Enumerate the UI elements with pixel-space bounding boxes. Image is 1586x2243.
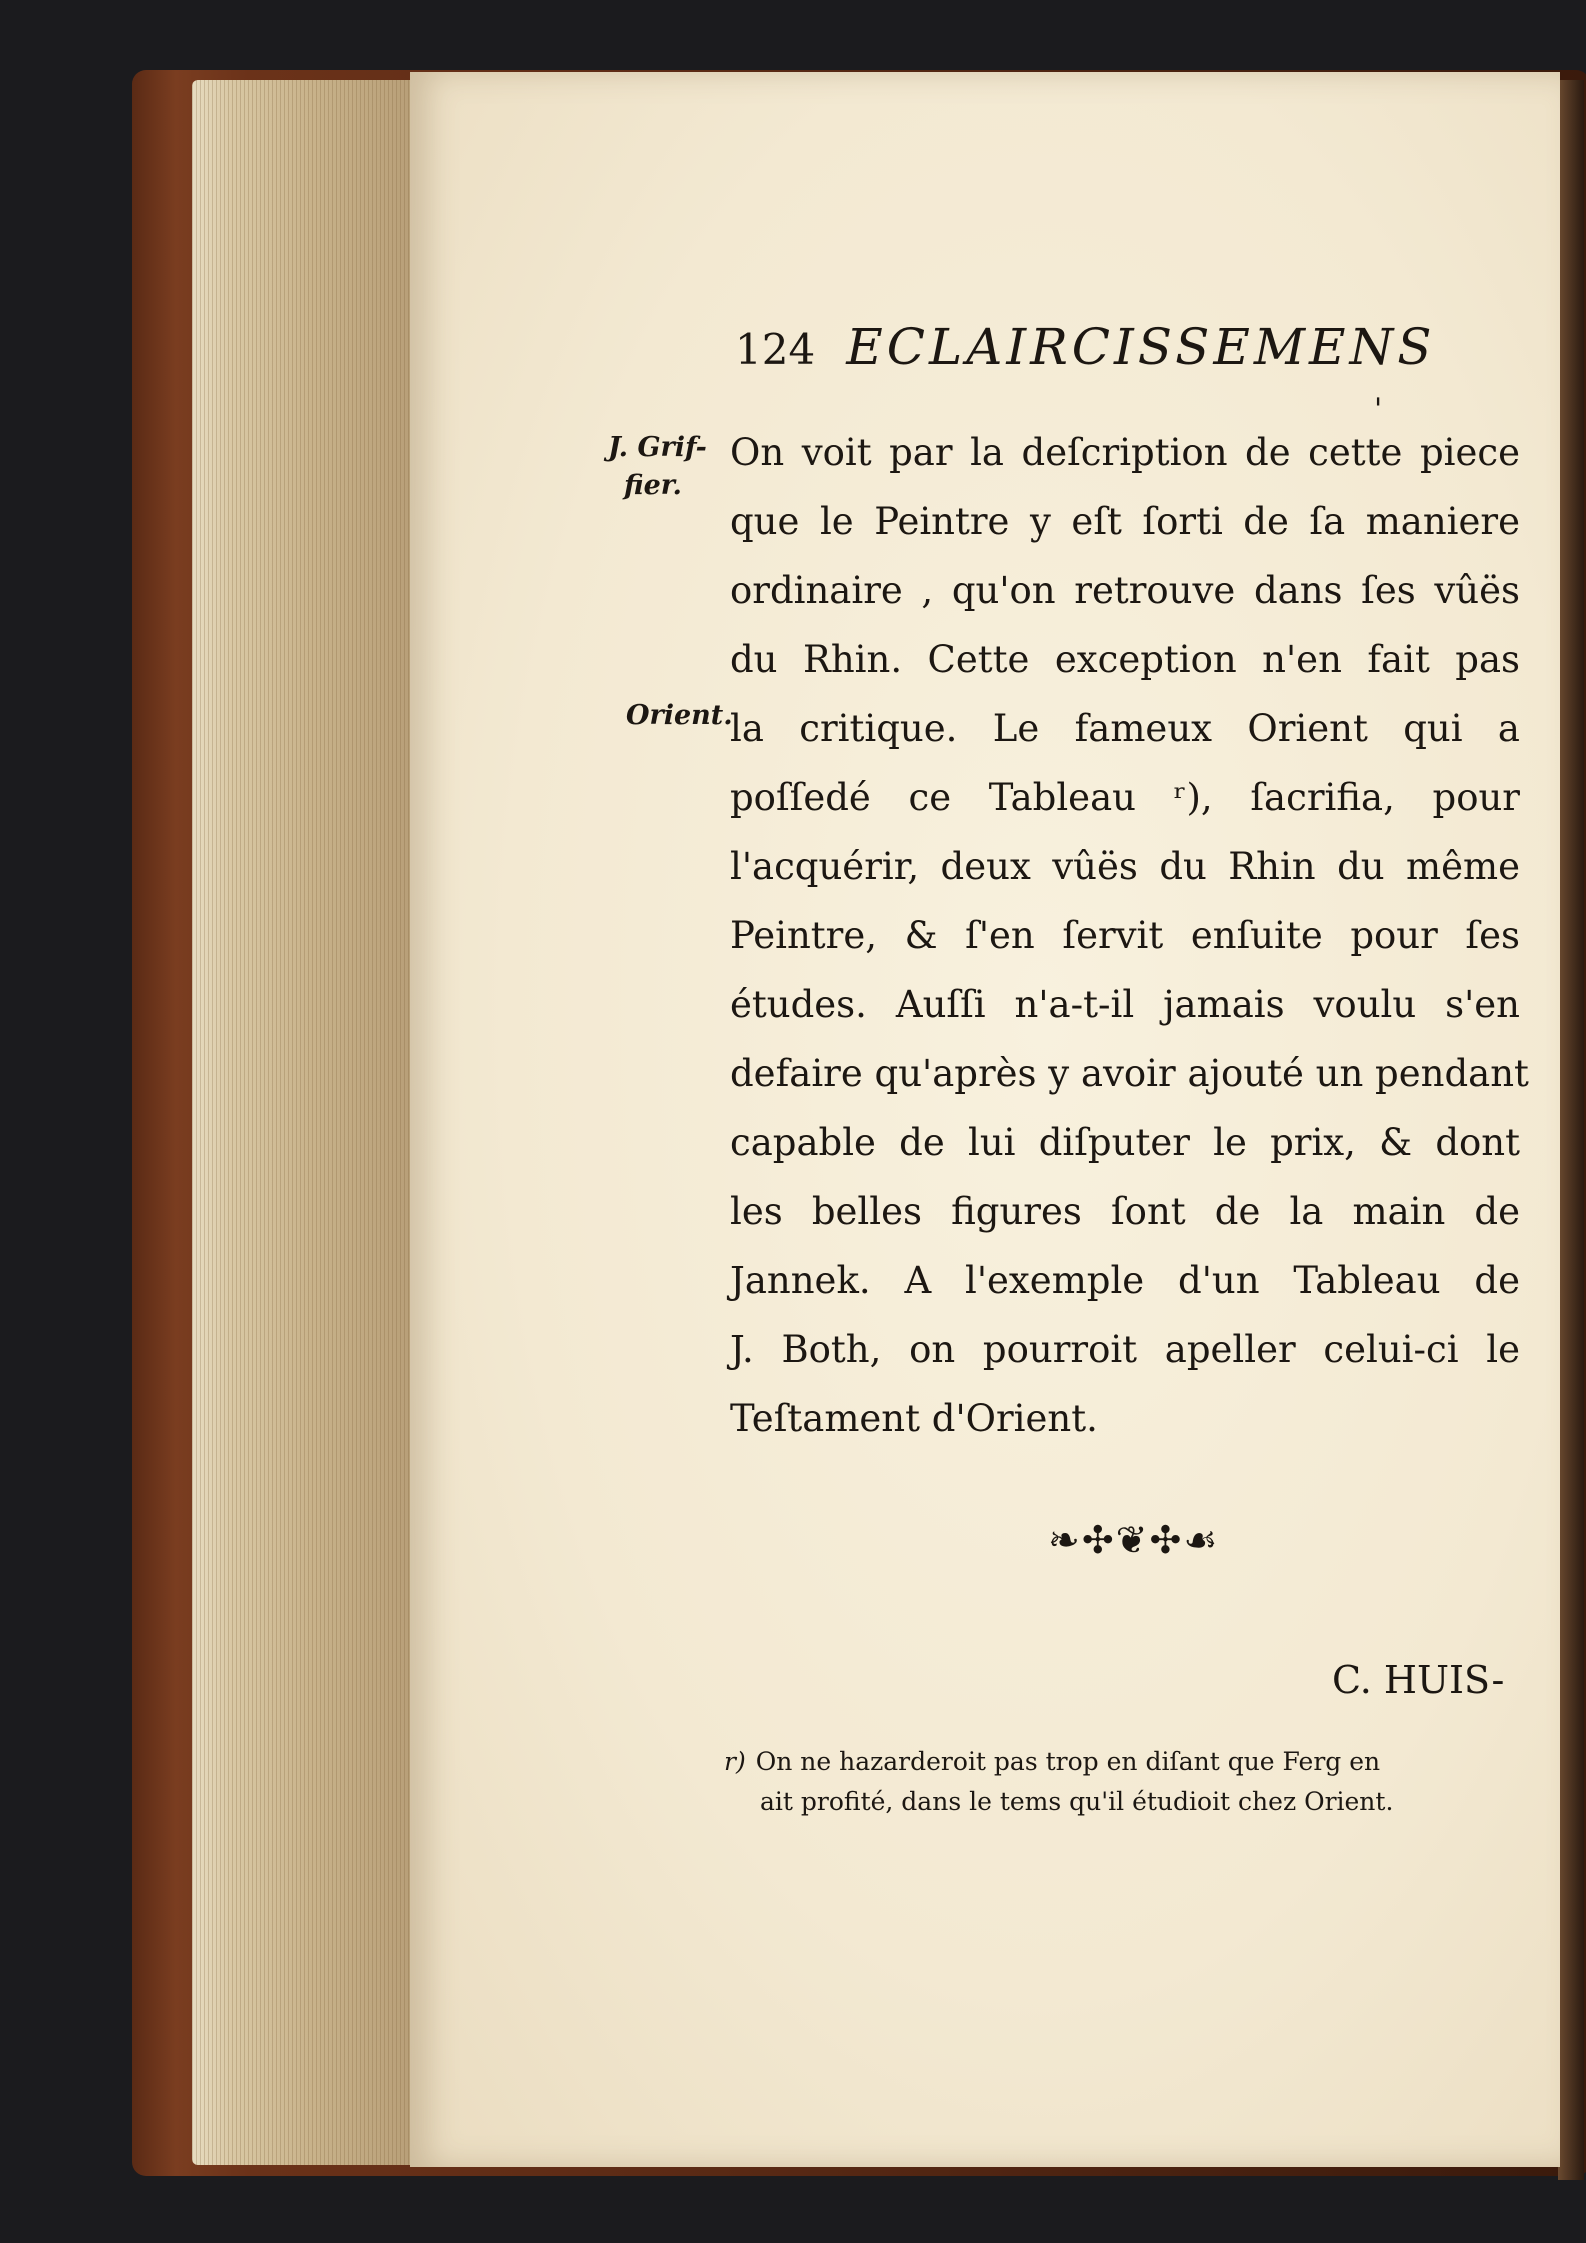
text-line: la critique. Le fameux Orient qui a [730, 707, 1520, 750]
text-line: études. Auſſi n'a-t-il jamais voulu s'en [730, 983, 1520, 1026]
book-spine [1558, 80, 1584, 2180]
running-head: ECLAIRCISSEMENS [846, 318, 1436, 376]
text-line: J. Both, on pourroit apeller celui-ci le [730, 1328, 1520, 1371]
ornament-icon: ❧✣❦✣☙ [1048, 1518, 1220, 1562]
footnote [724, 1742, 1524, 1822]
body-text [730, 418, 1529, 1453]
text-line: Teſtament d'Orient. [730, 1397, 1098, 1440]
text-line: capable de lui diſputer le prix, & dont [730, 1121, 1520, 1164]
text-line: que le Peintre y eſt ſorti de ſa maniere [730, 500, 1520, 543]
text-line: l'acquérir, deux vûës du Rhin du même [730, 845, 1520, 888]
page-number: 124 [735, 325, 816, 374]
sidenote-orient: Orient. [626, 700, 733, 731]
text-line: poſſedé ce Tableau ʳ), ſacrifia, pour [730, 776, 1520, 819]
catchword: C. HUIS- [1332, 1658, 1505, 1702]
sidenote-grif: J. Grif- [608, 432, 707, 463]
sidenote-fier: fier. [624, 470, 682, 501]
text-line: Peintre, & ſ'en ſervit enſuite pour ſes [730, 914, 1520, 957]
text-line: ordinaire , qu'on retrouve dans ſes vûës [730, 569, 1520, 612]
text-line: du Rhin. Cette exception n'en fait pas [730, 638, 1520, 681]
footnote-line: ait profité, dans le tems qu'il étudioit chez Orient. [760, 1787, 1394, 1816]
page-edges [192, 80, 412, 2165]
text-line: On voit par la deſcription de cette piece [730, 431, 1520, 474]
page-header [735, 318, 1436, 376]
text-line: defaire qu'après y avoir ajouté un pendant [730, 1052, 1529, 1095]
text-line: les belles figures ſont de la main de [730, 1190, 1520, 1233]
text-line: Jannek. A l'exemple d'un Tableau de [730, 1259, 1520, 1302]
footnote-line: On ne hazarderoit pas trop en diſant que Ferg en [755, 1747, 1381, 1776]
footnote-marker: r) [724, 1747, 746, 1776]
accent-mark: ' [1374, 392, 1383, 427]
